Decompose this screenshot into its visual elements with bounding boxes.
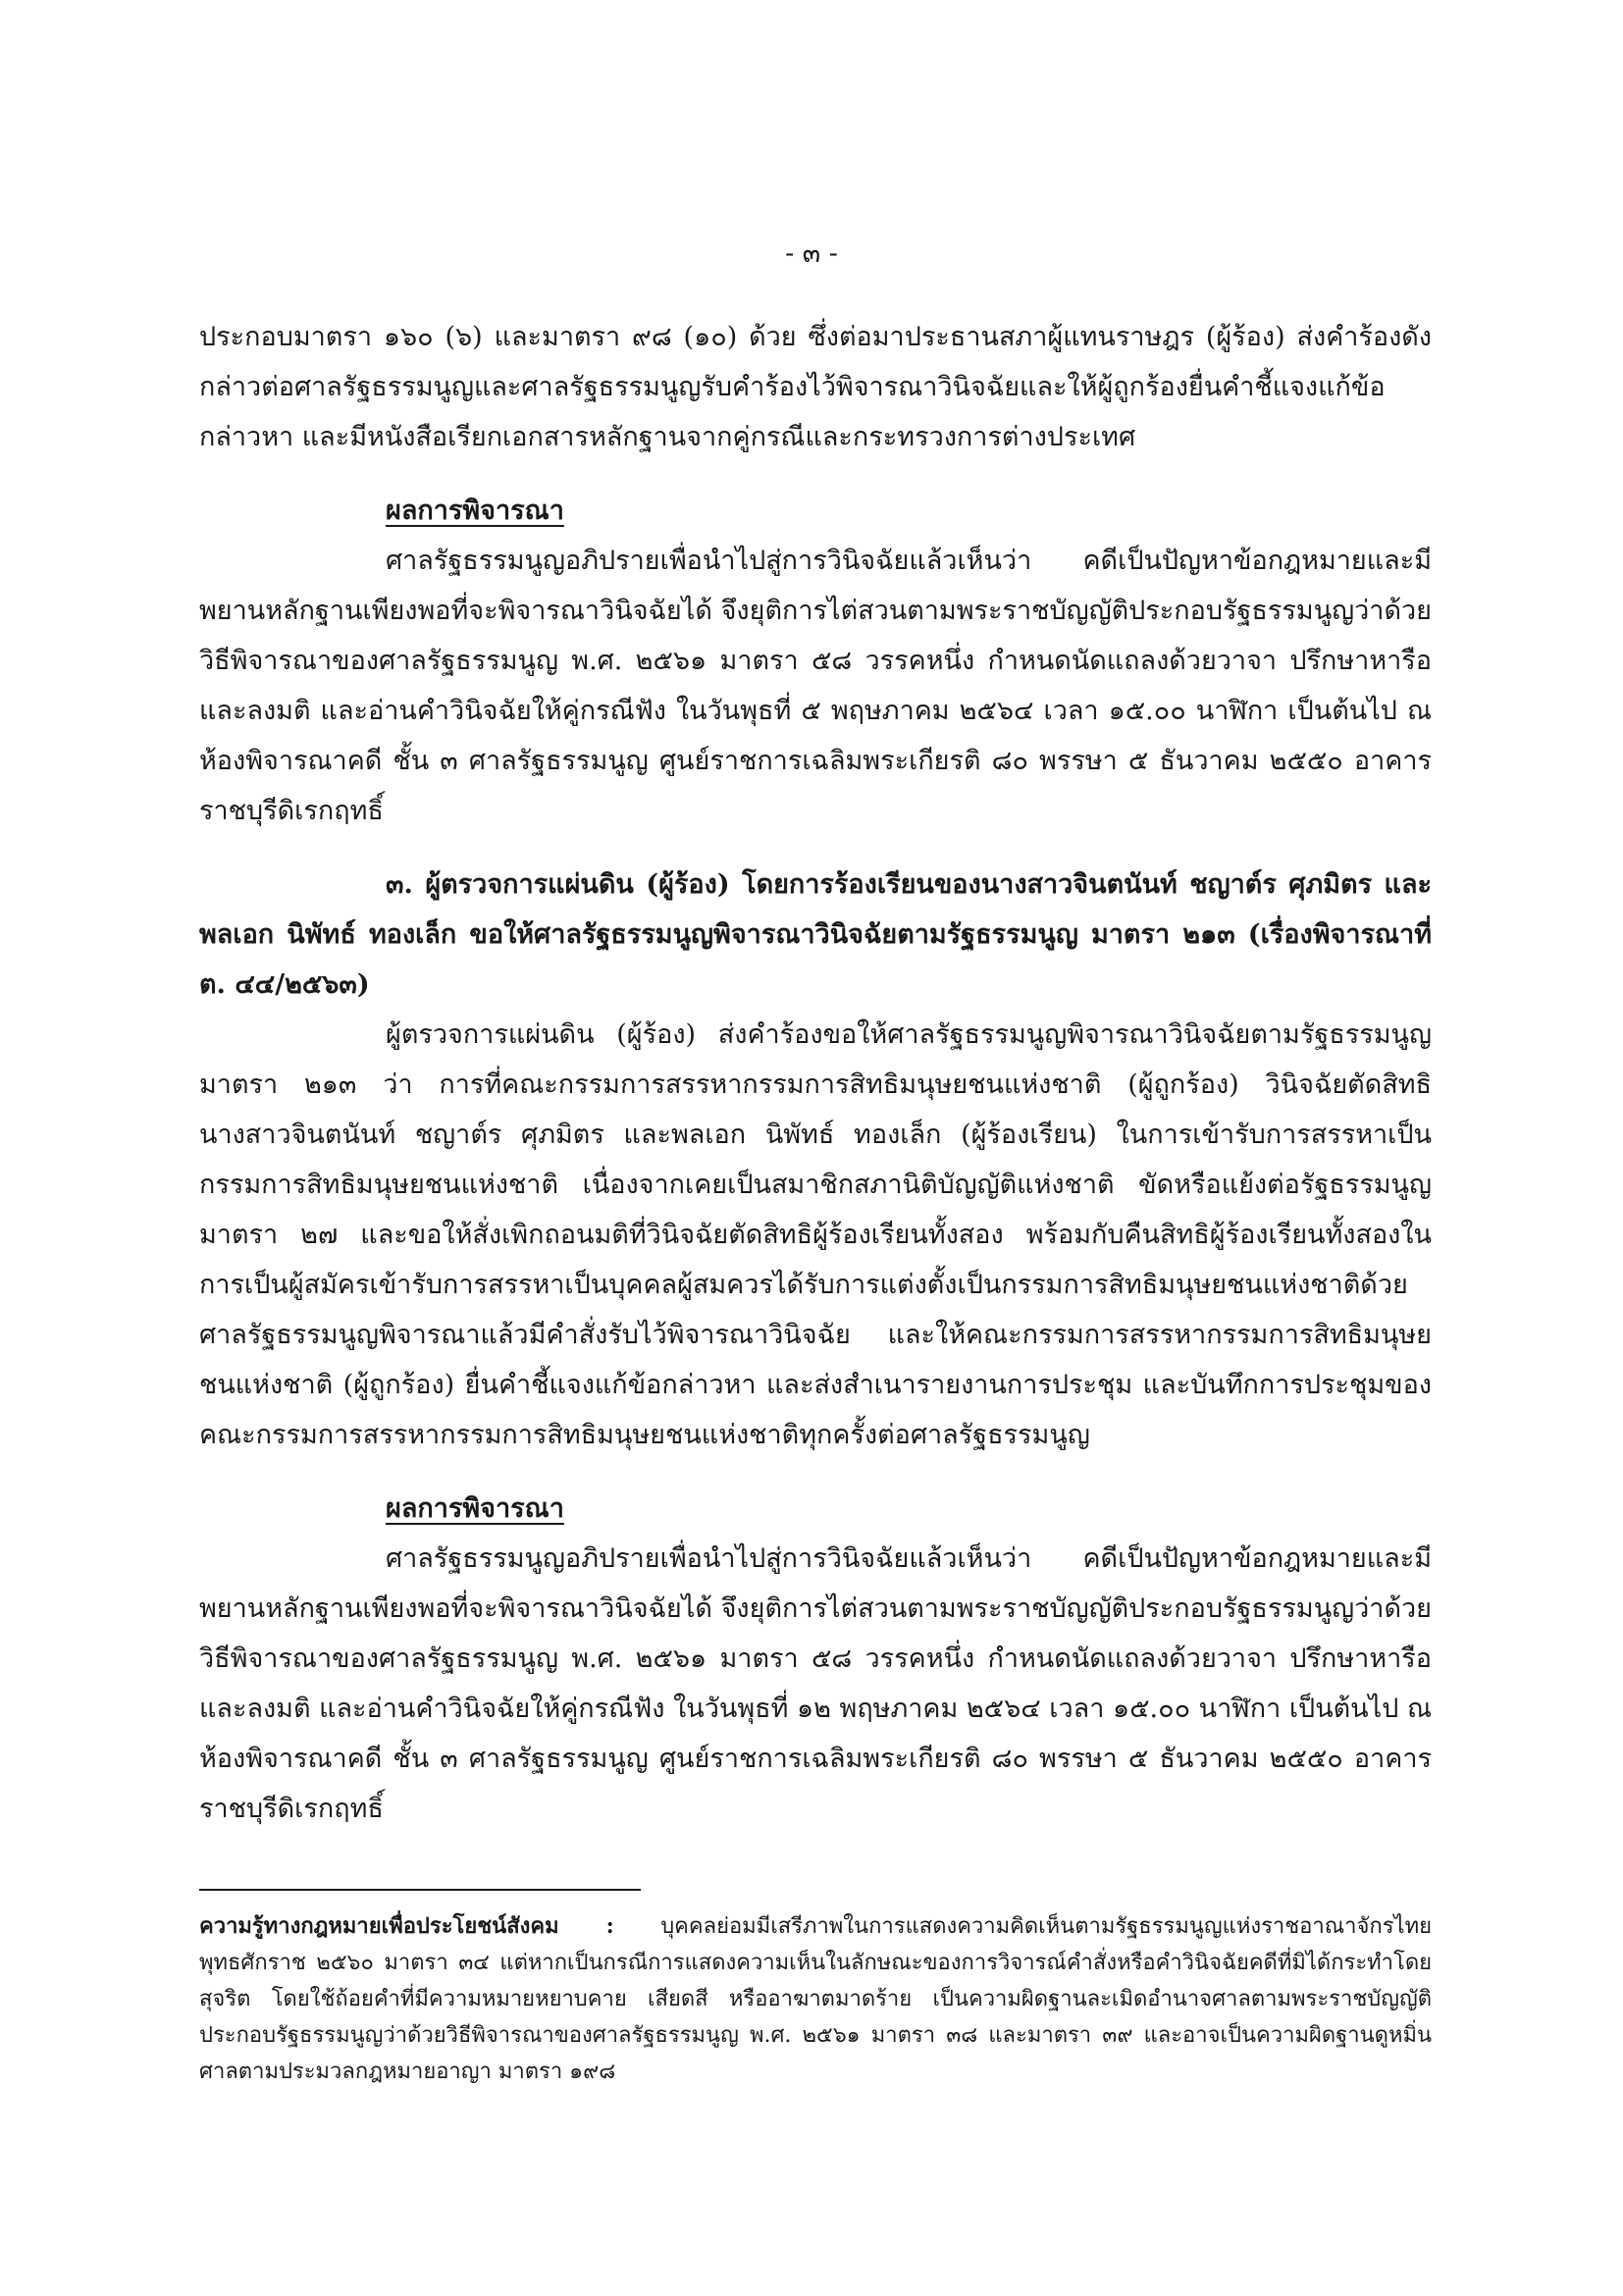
footnote-label: ความรู้ทางกฎหมายเพื่อประโยชน์สังคม : [199,1913,614,1939]
paragraph-case-3: ผู้ตรวจการแผ่นดิน (ผู้ร้อง) ส่งคำร้องขอให้ศาลรัฐธรรมนูญพิจารณาวินิจฉัยตามรัฐธรรมนูญ มาตรา ๒๑๓ ว่า การที่คณะกรรมการสรรหากรรมการสิทธิมนุษยชนแห่งชาติ (ผู้ถูกร้อง) วินิจฉัยตัดสิทธินางสาวจินตนันท์ ชญาต์ร ศุภมิตร และพลเอก นิพัทธ์ ทองเล็ก (ผู้ร้องเรียน) ในการเข้ารับการสรรหาเป็นกรรมการสิทธิมนุษยชนแห่งชาติ เนื่องจากเคยเป็นสมาชิกสภานิติบัญญัติแห่งชาติ ขัดหรือแย้งต่อรัฐธรรมนูญ มาตรา ๒๗ และขอให้สั่งเพิกถอนมติที่วินิจฉัยตัดสิทธิผู้ร้องเรียนทั้งสอง พร้อมกับคืนสิทธิผู้ร้องเรียนทั้งสองในการเป็นผู้สมัครเข้ารับการสรรหาเป็นบุคคลผู้สมควรได้รับการแต่งตั้งเป็นกรรมการสิทธิมนุษยชนแห่งชาติด้วย ศาลรัฐธรรมนูญพิจารณาแล้วมีคำสั่งรับไว้พิจารณาวินิจฉัย และให้คณะกรรมการสรรหากรรมการสิทธิมนุษยชนแห่งชาติ (ผู้ถูกร้อง) ยื่นคำชี้แจงแก้ข้อกล่าวหา และส่งสำเนารายงานการประชุม และบันทึกการประชุมของคณะกรรมการสรรหากรรมการสิทธิมนุษยชนแห่งชาติทุกครั้งต่อศาลรัฐธรรมนูญ [199,1019,1432,1450]
page-number: - ๓ - [785,238,838,269]
footnote-divider [199,1889,641,1891]
spacer [199,1460,1432,1470]
document-body [199,312,1432,1834]
paragraph-result-1: ศาลรัฐธรรมนูญอภิปรายเพื่อนำไปสู่การวินิจฉัยแล้วเห็นว่า คดีเป็นปัญหาข้อกฎหมายและมีพยานหลักฐานเพียงพอที่จะพิจารณาวินิจฉัยได้ จึงยุติการไต่สวนตามพระราชบัญญัติประกอบรัฐธรรมนูญว่าด้วยวิธีพิจารณาของศาลรัฐธรรมนูญ พ.ศ. ๒๕๖๑ มาตรา ๕๘ วรรคหนึ่ง กำหนดนัดแถลงด้วยวาจา ปรึกษาหารือ และลงมติ และอ่านคำวินิจฉัยให้คู่กรณีฟัง ในวันพุธที่ ๕ พฤษภาคม ๒๕๖๔ เวลา ๑๕.๐๐ นาฬิกา เป็นต้นไป ณ ห้องพิจารณาคดี ชั้น ๓ ศาลรัฐธรรมนูญ ศูนย์ราชการเฉลิมพระเกียรติ ๘๐ พรรษา ๕ ธันวาคม ๒๕๕๐ อาคารราชบุรีดิเรกฤทธิ์ [199,546,1432,826]
section-heading-result-2: ผลการพิจารณา [386,1493,564,1524]
footnote [199,1908,1432,2090]
case-3-heading: ๓. ผู้ตรวจการแผ่นดิน (ผู้ร้อง) โดยการร้องเรียนของนางสาวจินตนันท์ ชญาต์ร ศุภมิตร และพลเอก นิพัทธ์ ทองเล็ก ขอให้ศาลรัฐธรรมนูญพิจารณาวินิจฉัยตามรัฐธรรมนูญ มาตรา ๒๑๓ (เรื่องพิจารณาที่ ต. ๔๔/๒๕๖๓) [199,869,1432,1000]
spacer [199,836,1432,846]
spacer [199,462,1432,472]
paragraph-result-2: ศาลรัฐธรรมนูญอภิปรายเพื่อนำไปสู่การวินิจฉัยแล้วเห็นว่า คดีเป็นปัญหาข้อกฎหมายและมีพยานหลักฐานเพียงพอที่จะพิจารณาวินิจฉัยได้ จึงยุติการไต่สวนตามพระราชบัญญัติประกอบรัฐธรรมนูญว่าด้วยวิธีพิจารณาของศาลรัฐธรรมนูญ พ.ศ. ๒๕๖๑ มาตรา ๕๘ วรรคหนึ่ง กำหนดนัดแถลงด้วยวาจา ปรึกษาหารือ และลงมติ และอ่านคำวินิจฉัยให้คู่กรณีฟัง ในวันพุธที่ ๑๒ พฤษภาคม ๒๕๖๔ เวลา ๑๕.๐๐ นาฬิกา เป็นต้นไป ณ ห้องพิจารณาคดี ชั้น ๓ ศาลรัฐธรรมนูญ ศูนย์ราชการเฉลิมพระเกียรติ ๘๐ พรรษา ๕ ธันวาคม ๒๕๕๐ อาคารราชบุรีดิเรกฤทธิ์ [199,1543,1432,1824]
paragraph-continuation: ประกอบมาตรา ๑๖๐ (๖) และมาตรา ๙๘ (๑๐) ด้วย ซึ่งต่อมาประธานสภาผู้แทนราษฎร (ผู้ร้อง) ส่งคำร้องดังกล่าวต่อศาลรัฐธรรมนูญและศาลรัฐธรรมนูญรับคำร้องไว้พิจารณาวินิจฉัยและให้ผู้ถูกร้องยื่นคำชี้แจงแก้ข้อกล่าวหา และมีหนังสือเรียกเอกสารหลักฐานจากคู่กรณีและกระทรวงการต่างประเทศ [199,322,1432,452]
section-heading-result-1: ผลการพิจารณา [386,496,564,526]
footnote-text: บุคคลย่อมมีเสรีภาพในการแสดงความคิดเห็นตามรัฐธรรมนูญแห่งราชอาณาจักรไทย พุทธศักราช ๒๕๖๐ มาตรา ๓๔ แต่หากเป็นกรณีการแสดงความเห็นในลักษณะของการวิจารณ์คำสั่งหรือคำวินิจฉัยคดีที่มิได้กระทำโดยสุจริต โดยใช้ถ้อยคำที่มีความหมายหยาบคาย เสียดสี หรืออาฆาตมาดร้าย เป็นความผิดฐานละเมิดอำนาจศาลตามพระราชบัญญัติประกอบรัฐธรรมนูญว่าด้วยวิธีพิจารณาของศาลรัฐธรรมนูญ พ.ศ. ๒๕๖๑ มาตรา ๓๘ และมาตรา ๓๙ และอาจเป็นความผิดฐานดูหมิ่นศาลตามประมวลกฎหมายอาญา มาตรา ๑๙๘ [199,1914,1432,2084]
